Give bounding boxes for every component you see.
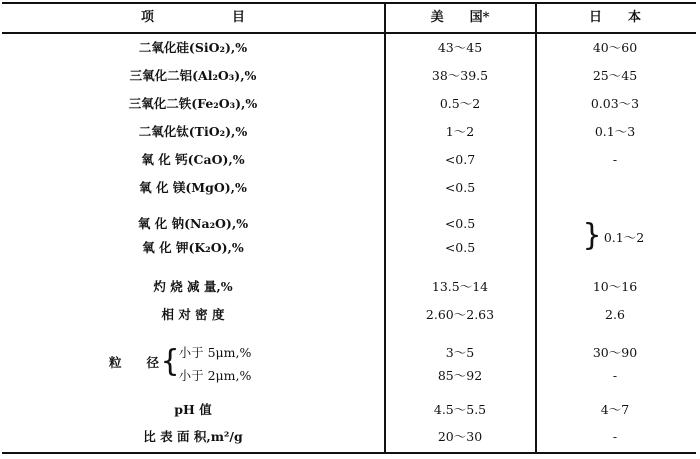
row-label-ph: pH 值 (174, 402, 212, 417)
row-usa-fe2o3: 0.5～2 (439, 96, 481, 111)
row-usa-surface-area: 20～30 (437, 429, 483, 444)
row-usa-loi: 13.5～14 (431, 279, 489, 294)
row-usa-5um: 3～5 (445, 345, 475, 360)
right-brace-icon: } (582, 218, 602, 253)
row-usa-tio2: 1～2 (445, 124, 475, 139)
row-label-mgo: 氧 化 镁(MgO),% (139, 180, 247, 195)
row-usa-cao: <0.7 (444, 152, 476, 167)
header-item: 项 目 (140, 10, 246, 25)
row-label-k2o: 氧 化 钾(K₂O),% (142, 240, 244, 255)
row-japan-5um: 30～90 (592, 345, 638, 360)
properties-table (2, 2, 696, 454)
particle-size-label: 粒 径 (108, 355, 160, 370)
row-usa-ph: 4.5～5.5 (433, 402, 487, 417)
row-japan-cao: - (612, 152, 618, 167)
row-japan-ph: 4～7 (600, 402, 630, 417)
row-label-loi: 灼 烧 减 量,% (153, 279, 233, 294)
left-brace-icon: { (160, 344, 180, 379)
row-usa-k2o: <0.5 (444, 240, 476, 255)
row-label-surface-area: 比 表 面 积,m²/g (143, 429, 243, 444)
row-japan-density: 2.6 (605, 307, 625, 322)
row-label-tio2: 二氧化钛(TiO₂),% (138, 124, 248, 139)
row-label-sio2: 二氧化硅(SiO₂),% (138, 40, 248, 55)
row-japan-sio2: 40～60 (592, 40, 638, 55)
column-divider-1 (384, 2, 386, 454)
row-usa-2um: 85～92 (437, 368, 483, 383)
row-japan-surface-area: - (612, 429, 618, 444)
row-label-na2o: 氧 化 钠(Na₂O),% (137, 216, 249, 231)
row-usa-na2o: <0.5 (444, 216, 476, 231)
row-usa-sio2: 43～45 (437, 40, 483, 55)
column-divider-2 (535, 2, 537, 454)
particle-sub-label-5um: 小于 5μm,% (178, 345, 252, 360)
row-japan-al2o3: 25～45 (592, 68, 638, 83)
row-japan-2um: - (612, 368, 618, 383)
row-japan-loi: 10～16 (592, 279, 638, 294)
row-label-density: 相 对 密 度 (161, 307, 225, 322)
row-usa-density: 2.60～2.63 (425, 307, 495, 322)
row-usa-mgo: <0.5 (444, 180, 476, 195)
row-japan-na2o-k2o: 0.1～2 (603, 230, 645, 245)
particle-sub-label-2um: 小于 2μm,% (178, 368, 252, 383)
row-japan-fe2o3: 0.03～3 (590, 96, 640, 111)
header-usa: 美 国* (430, 10, 490, 25)
top-rule (2, 2, 696, 4)
header-japan: 日 本 (588, 10, 642, 25)
header-rule (2, 32, 696, 34)
row-japan-tio2: 0.1～3 (594, 124, 636, 139)
row-label-al2o3: 三氧化二铝(Al₂O₃),% (129, 68, 257, 83)
bottom-rule (2, 452, 696, 454)
row-label-fe2o3: 三氧化二铁(Fe₂O₃),% (128, 96, 258, 111)
row-usa-al2o3: 38～39.5 (431, 68, 489, 83)
row-label-cao: 氧 化 钙(CaO),% (141, 152, 245, 167)
